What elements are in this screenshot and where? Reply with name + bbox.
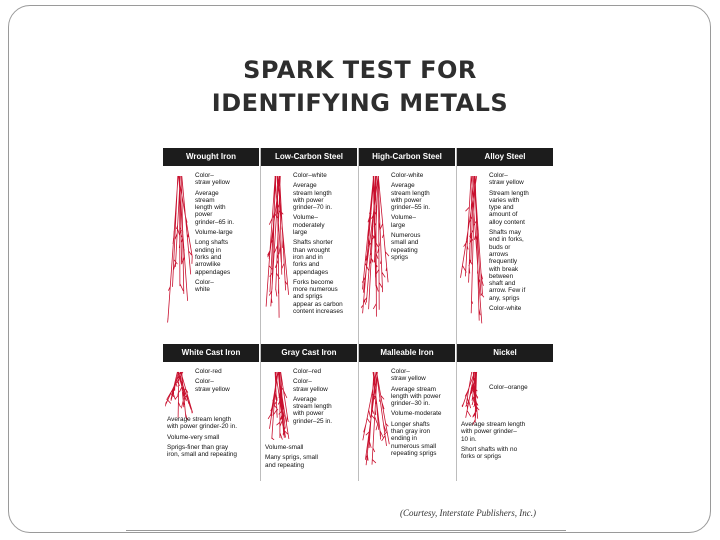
notes-white-cast-iron <box>195 368 257 396</box>
note: Volume-small <box>265 444 304 451</box>
notes-gray-cast-iron <box>293 368 355 428</box>
column-divider <box>456 148 457 481</box>
note: Shafts shorter than wrought iron and in forks and appendages <box>293 239 333 276</box>
header-alloy-steel: Alloy Steel <box>457 148 553 166</box>
header-gray-cast-iron: Gray Cast Iron <box>261 344 357 362</box>
notes-wrought-iron <box>195 172 257 296</box>
cell-low-carbon-steel <box>261 168 357 342</box>
note: Volume– large <box>391 214 416 229</box>
note: Average stream length with power grinder-20 in. <box>167 416 237 431</box>
spark-illustration-white-cast-iron <box>165 370 195 420</box>
header-wrought-iron: Wrought Iron <box>163 148 259 166</box>
spark-illustration-low-carbon-steel <box>263 174 293 324</box>
header-low-carbon-steel: Low-Carbon Steel <box>261 148 357 166</box>
spark-illustration-high-carbon-steel <box>361 174 391 324</box>
note: Color-white <box>391 172 424 179</box>
spark-streaks <box>268 372 289 440</box>
note: Color– white <box>195 278 214 294</box>
spark-illustration-wrought-iron <box>165 174 195 324</box>
note: Stream length varies with type and amount of alloy content <box>489 189 529 226</box>
note: Average stream length with power grinder– 10 in. <box>461 421 526 443</box>
note: Average stream length with power grinder–25 in. <box>293 395 333 425</box>
notes-low-carbon-steel <box>293 172 355 318</box>
spark-streaks <box>168 176 193 323</box>
header-white-cast-iron: White Cast Iron <box>163 344 259 362</box>
cell-wrought-iron <box>163 168 259 342</box>
spark-streaks <box>361 176 389 317</box>
cell-gray-cast-iron <box>261 364 357 481</box>
cell-alloy-steel <box>457 168 553 342</box>
header-high-carbon-steel: High-Carbon Steel <box>359 148 455 166</box>
note: Shafts may end in forks, buds or arrows frequently with break between shaft and arrow. Few if any, sprigs <box>489 229 526 302</box>
note: Short shafts with no forks or sprigs <box>461 445 518 461</box>
bottom-rule <box>126 530 566 531</box>
header-nickel: Nickel <box>457 344 553 362</box>
spark-illustration-nickel <box>459 370 489 425</box>
note: Many sprigs, small and repeating <box>265 454 318 469</box>
note: Average stream length with power grinder–70 in. <box>293 182 333 212</box>
spark-streaks <box>266 176 289 318</box>
note: Long shafts ending in forks and arrowlike appendages <box>195 239 231 276</box>
notes-below-gray-cast-iron <box>265 444 355 472</box>
cell-nickel <box>457 364 553 481</box>
notes-below-nickel <box>461 421 551 463</box>
slide-title-line-2: IDENTIFYING METALS <box>211 89 509 117</box>
note: Color– straw yellow <box>489 172 524 187</box>
note: Volume-very small <box>167 433 220 441</box>
note: Color– straw yellow <box>195 172 230 187</box>
cell-high-carbon-steel <box>359 168 455 342</box>
spark-test-chart <box>163 148 553 481</box>
note: Average stream length with power grinder–65 in. <box>195 189 235 226</box>
column-divider <box>358 148 359 481</box>
note: Color–white <box>293 172 327 179</box>
column-divider <box>260 148 261 481</box>
spark-illustration-alloy-steel <box>459 174 489 324</box>
header-malleable-iron: Malleable Iron <box>359 344 455 362</box>
cell-white-cast-iron <box>163 364 259 481</box>
spark-illustration-gray-cast-iron <box>263 370 293 440</box>
note: Color– straw yellow <box>391 368 426 383</box>
note: Volume– moderately large <box>293 214 325 237</box>
note: Color–orange <box>489 384 528 391</box>
note: Forks become more numerous and sprigs appear as carbon content increases <box>293 278 344 316</box>
note: Average stream length with power grinder–30 in. <box>391 385 441 408</box>
note: Color– straw yellow <box>195 378 230 393</box>
notes-below-white-cast-iron <box>167 416 257 461</box>
slide-title-line-1: SPARK TEST FOR <box>243 56 477 84</box>
note: Longer shafts than gray iron ending in numerous small repeating sprigs <box>391 420 437 457</box>
note: Color– straw yellow <box>293 378 328 393</box>
notes-high-carbon-steel <box>391 172 453 264</box>
spark-streaks <box>462 372 479 425</box>
notes-nickel <box>489 384 551 394</box>
note: Numerous small and repeating sprigs <box>391 232 421 261</box>
note: Color-white <box>489 305 522 313</box>
image-credit: (Courtesy, Interstate Publishers, Inc.) <box>400 508 536 518</box>
spark-streaks <box>165 372 193 420</box>
cell-malleable-iron <box>359 364 455 481</box>
notes-alloy-steel <box>489 172 551 315</box>
note: Volume-large <box>195 229 233 237</box>
note: Color-red <box>195 368 222 375</box>
note: Average stream length with power grinder–55 in. <box>391 182 431 212</box>
note: Volume-moderate <box>391 410 442 418</box>
spark-illustration-malleable-iron <box>361 370 391 470</box>
spark-streaks <box>363 372 390 465</box>
notes-malleable-iron <box>391 368 453 460</box>
note: Sprigs-finer than gray iron, small and repeating <box>167 443 237 459</box>
spark-streaks <box>461 176 484 323</box>
note: Color–red <box>293 368 322 375</box>
